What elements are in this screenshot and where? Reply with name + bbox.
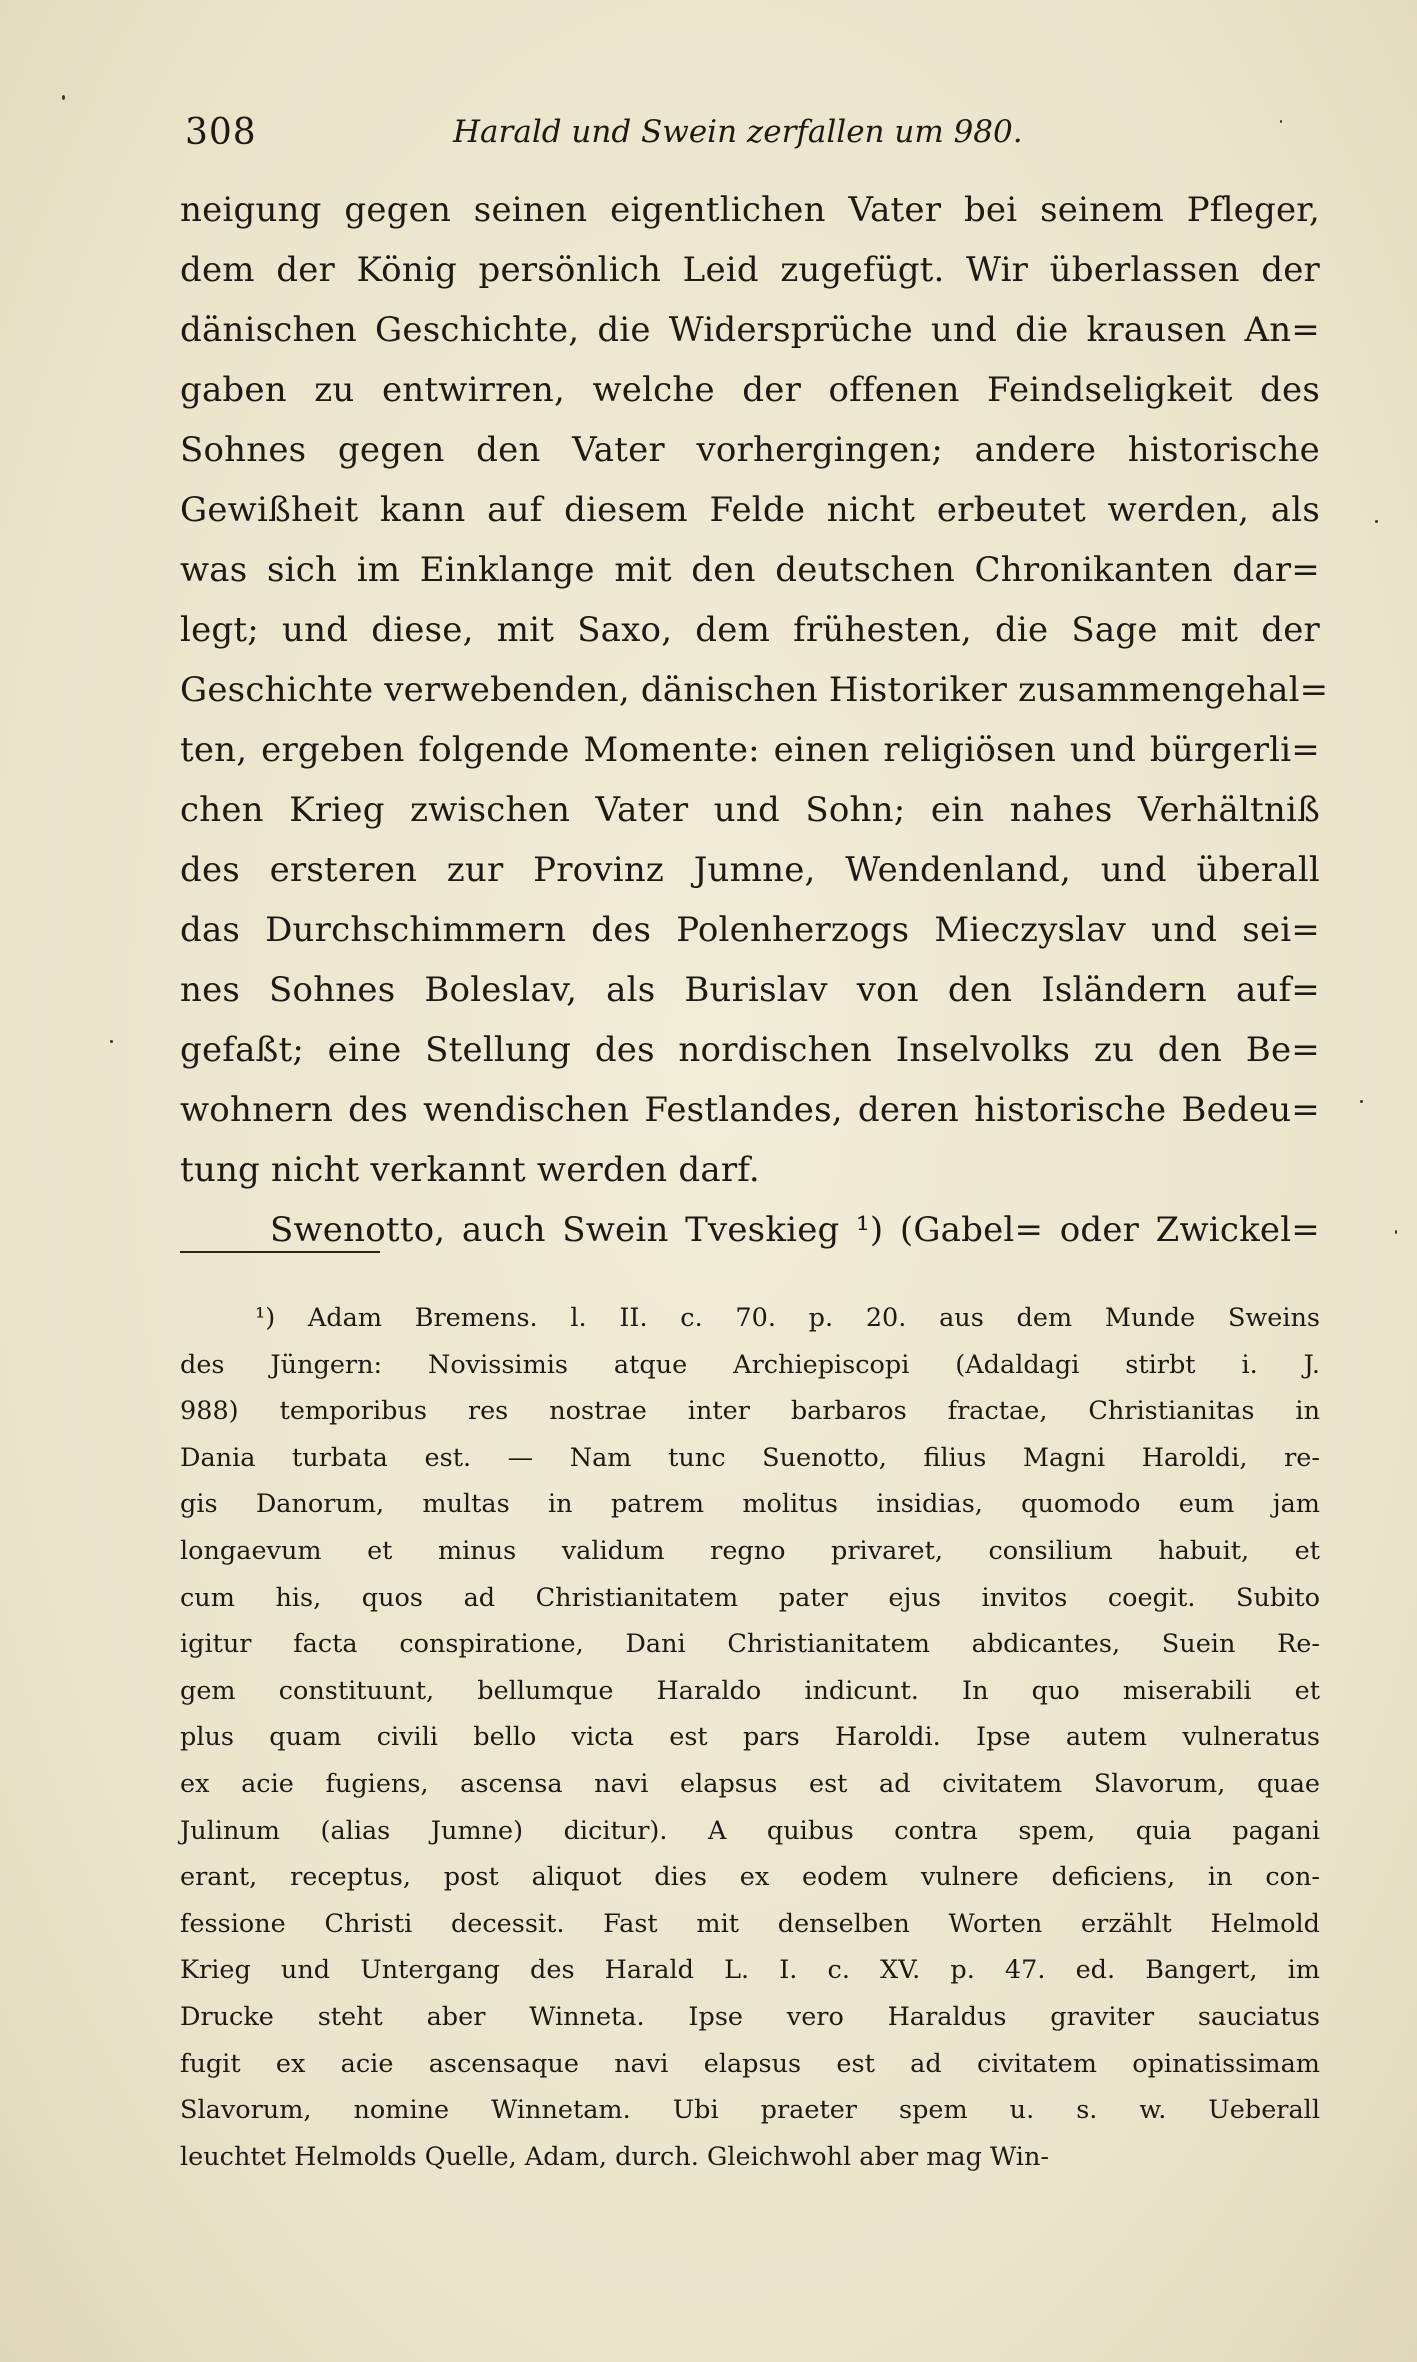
text-line: tung nicht verkannt werden darf. — [180, 1150, 760, 1190]
footnote-divider — [180, 1251, 380, 1253]
text-line: Sohnes gegen den Vater vorhergingen; andere historische — [180, 430, 1320, 470]
text-line: was sich im Einklange mit den deutschen Chronikanten dar= — [180, 550, 1320, 590]
footnote-line: gis Danorum, multas in patrem molitus insidias, quomodo eum jam — [180, 1489, 1320, 1520]
footnote-line: leuchtet Helmolds Quelle, Adam, durch. Gleichwohl aber mag Win- — [180, 2141, 1049, 2172]
footnote-line: des Jüngern: Novissimis atque Archiepiscopi (Adaldagi stirbt i. J. — [180, 1349, 1320, 1380]
text-line: legt; und diese, mit Saxo, dem frühesten, die Sage mit der — [180, 610, 1320, 650]
footnote-line: Dania turbata est. — Nam tunc Suenotto, filius Magni Haroldi, re- — [180, 1442, 1320, 1473]
text-line: Swenotto, auch Swein Tveskieg ¹) (Gabel= oder Zwickel= — [270, 1210, 1320, 1250]
footnotes — [180, 1295, 1320, 2180]
footnote-line: fugit ex acie ascensaque navi elapsus est ad civitatem opinatissimam — [180, 2048, 1320, 2079]
paper-speck — [1375, 520, 1378, 523]
page-number: 308 — [185, 112, 257, 153]
text-line: das Durchschimmern des Polenherzogs Mieczyslav und sei= — [180, 910, 1320, 950]
text-line: wohnern des wendischen Festlandes, deren historische Bedeu= — [180, 1090, 1320, 1130]
footnote-line: Drucke steht aber Winneta. Ipse vero Haraldus graviter sauciatus — [180, 2001, 1320, 2032]
footnote-line: longaevum et minus validum regno privaret, consilium habuit, et — [180, 1535, 1320, 1566]
footnote-line: 988) temporibus res nostrae inter barbaros fractae, Christianitas in — [180, 1396, 1320, 1427]
paper-speck — [110, 1040, 113, 1043]
paper-speck — [62, 95, 65, 100]
text-line: Gewißheit kann auf diesem Felde nicht erbeutet werden, als — [180, 490, 1320, 530]
paper-speck — [1360, 1100, 1363, 1103]
text-line: neigung gegen seinen eigentlichen Vater bei seinem Pfleger, — [180, 190, 1320, 230]
footnote-line: ex acie fugiens, ascensa navi elapsus est ad civitatem Slavorum, quae — [180, 1768, 1320, 1799]
text-line: dänischen Geschichte, die Widersprüche und die krausen An= — [180, 310, 1320, 350]
page-header — [185, 112, 1265, 162]
footnote-line: cum his, quos ad Christianitatem pater ejus invitos coegit. Subito — [180, 1582, 1320, 1613]
paper-speck — [1395, 1230, 1397, 1234]
footnote-line: erant, receptus, post aliquot dies ex eodem vulnere deficiens, in con- — [180, 1862, 1320, 1893]
text-line: gefaßt; eine Stellung des nordischen Inselvolks zu den Be= — [180, 1030, 1320, 1070]
main-text — [180, 180, 1329, 1260]
running-head: Harald und Swein zerfallen um 980. — [453, 114, 1023, 150]
footnote-line: gem constituunt, bellumque Haraldo indicunt. In quo miserabili et — [180, 1675, 1320, 1706]
footnote-line: plus quam civili bello victa est pars Haroldi. Ipse autem vulneratus — [180, 1722, 1320, 1753]
text-line: des ersteren zur Provinz Jumne, Wendenland, und überall — [180, 850, 1320, 890]
text-line: chen Krieg zwischen Vater und Sohn; ein nahes Verhältniß — [180, 790, 1320, 830]
text-line: Geschichte verwebenden, dänischen Historiker zusammengehal= — [180, 670, 1329, 710]
text-line: gaben zu entwirren, welche der offenen Feindseligkeit des — [180, 370, 1320, 410]
paper-speck — [1280, 120, 1282, 123]
footnote-line: Slavorum, nomine Winnetam. Ubi praeter spem u. s. w. Ueberall — [180, 2095, 1320, 2126]
text-line: nes Sohnes Boleslav, als Burislav von den Isländern auf= — [180, 970, 1320, 1010]
footnote-line: ¹) Adam Bremens. l. II. c. 70. p. 20. aus dem Munde Sweins — [255, 1303, 1320, 1333]
footnote-line: Krieg und Untergang des Harald L. I. c. XV. p. 47. ed. Bangert, im — [180, 1955, 1320, 1986]
footnote-line: fessione Christi decessit. Fast mit denselben Worten erzählt Helmold — [180, 1908, 1320, 1939]
text-line: ten, ergeben folgende Momente: einen religiösen und bürgerli= — [180, 730, 1320, 770]
footnote-line: igitur facta conspiratione, Dani Christianitatem abdicantes, Suein Re- — [180, 1629, 1320, 1660]
footnote-line: Julinum (alias Jumne) dicitur). A quibus contra spem, quia pagani — [180, 1815, 1320, 1846]
text-line: dem der König persönlich Leid zugefügt. Wir überlassen der — [180, 250, 1320, 290]
